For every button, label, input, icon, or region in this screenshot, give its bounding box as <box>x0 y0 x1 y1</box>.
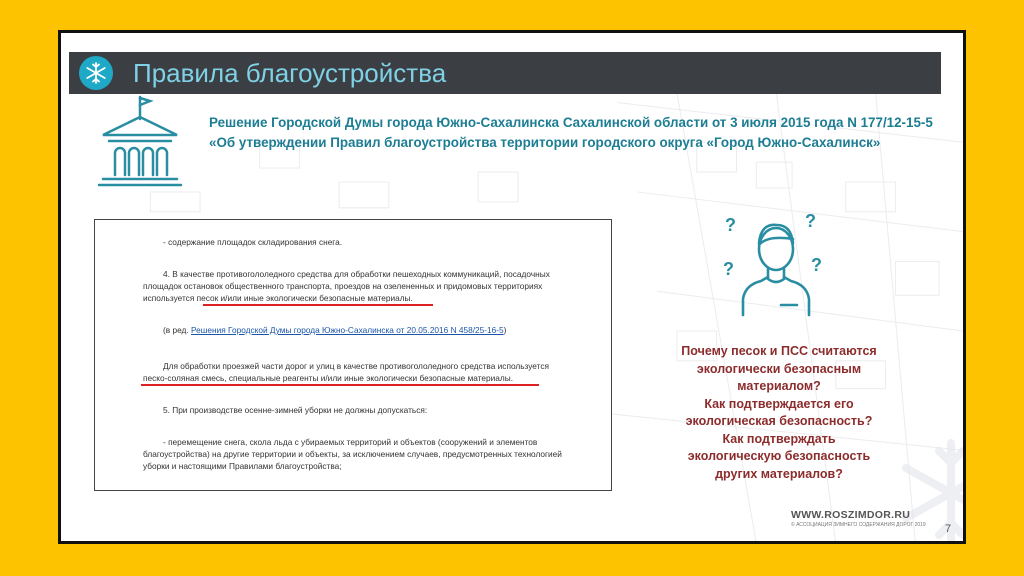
doc-line: песко-соляная смесь, специальные реагенты и/или иные экологически безопасные материалы. <box>143 373 514 383</box>
snowflake-icon <box>79 56 113 90</box>
question-line: экологическая безопасность? <box>685 414 873 428</box>
footer-website: WWW.ROSZIMDOR.RU <box>791 509 911 521</box>
doc-highlight-sand: песок и/или иные экологически безопасные материалы <box>196 293 411 303</box>
question-line: Как подтверждать <box>722 431 836 446</box>
footer-copyright: © АССОЦИАЦИЯ ЗИМНЕГО СОДЕРЖАНИЯ ДОРОГ 2019 <box>791 522 926 528</box>
page-title: Правила благоустройства <box>133 58 447 88</box>
doc-text: ) <box>503 325 507 335</box>
doc-line: благоустройства) на другие территории и объекты, за исключением случаев, предусмотренных технологией <box>143 449 562 459</box>
doc-line: площадок остановок общественного транспорта, проездов на озелененных и придомовых территориях <box>143 281 543 291</box>
doc-line <box>143 292 413 304</box>
decision-heading: Решение Городской Думы города Южно-Сахалинска Сахалинской области от 3 июля 2015 года N 177/12-15-5 «Об утверждении Правил благоустройства территории городского округа «Город Южно-Сахалинск» <box>209 115 933 150</box>
question-line: Как подтверждается его <box>704 396 854 411</box>
doc-text: . <box>410 293 413 303</box>
doc-line: 5. При производстве осенне-зимней уборки не должны допускаться: <box>163 405 428 415</box>
page-number: 7 <box>945 523 952 535</box>
building-icon <box>95 95 185 187</box>
doc-line: - содержание площадок складирования снега. <box>163 237 343 247</box>
question-line: материалом? <box>737 379 821 393</box>
svg-text:?: ? <box>811 255 822 275</box>
question-line: других материалов? <box>715 466 843 481</box>
question-line: экологическую безопасность <box>687 449 871 463</box>
document-excerpt <box>94 219 612 491</box>
doc-text: (в ред. <box>163 325 191 335</box>
edition-link[interactable]: Решения Городской Думы города Южно-Сахалинска от 20.05.2016 N 458/25-16-5 <box>190 325 504 335</box>
person-question-icon <box>721 205 831 320</box>
doc-text: используется <box>143 293 197 303</box>
questions-block <box>649 343 909 483</box>
underline-pss <box>141 384 539 386</box>
underline-sand <box>203 304 433 306</box>
question-line: экологически безопасным <box>696 361 862 376</box>
doc-edition <box>163 324 506 336</box>
svg-text:?: ? <box>723 259 734 279</box>
doc-line: - перемещение снега, скола льда с убираемых территорий и объектов (сооружений и элементов <box>163 437 538 447</box>
svg-text:?: ? <box>805 211 816 231</box>
slide <box>58 30 966 544</box>
header-bar <box>69 52 941 94</box>
svg-text:?: ? <box>725 215 736 235</box>
question-line: Почему песок и ПСС считаются <box>681 344 877 358</box>
doc-line: 4. В качестве противогололедного средства для обработки пешеходных коммуникаций, посадочных <box>163 269 550 279</box>
doc-line: Для обработки проезжей части дорог и улиц в качестве противогололедного средства используется <box>163 361 549 371</box>
doc-line: уборки и настоящими Правилами благоустройства; <box>143 461 342 471</box>
